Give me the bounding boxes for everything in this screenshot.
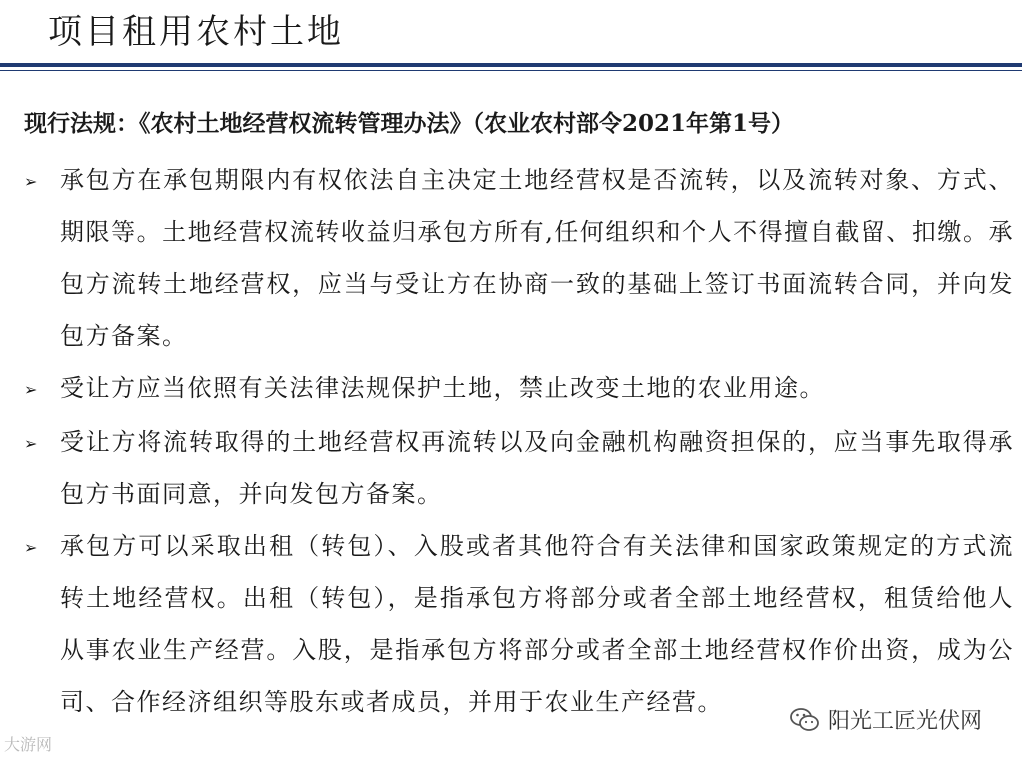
bullet-item [24,362,1014,416]
bullet-arrow-icon: ➢ [24,172,38,191]
bullet-text: 受让方将流转取得的土地经营权再流转以及向金融机构融资担保的，应当事先取得承包方书面同意，并向发包方备案。 [60,428,1014,508]
bullet-list [24,154,1014,728]
title-divider-thin [0,70,1022,71]
watermark-left [4,732,52,755]
watermark-left-text: 大游网 [4,735,53,754]
bullet-arrow-icon: ➢ [24,434,38,453]
watermark-right [790,704,982,735]
bullet-text: 承包方在承包期限内有权依法自主决定土地经营权是否流转，以及流转对象、方式、期限等。土地经营权流转收益归承包方所有,任何组织和个人不得擅自截留、扣缴。承包方流转土地经营权，应当与受让方在协商一致的基础上签订书面流转合同，并向发包方备案。 [60,166,1014,350]
title-divider-thick [0,63,1022,67]
bullet-item [24,154,1014,362]
bullet-item [24,416,1014,520]
wechat-icon [790,707,820,733]
bullet-text: 承包方可以采取出租（转包）、入股或者其他符合有关法律和国家政策规定的方式流转土地经营权。出租（转包），是指承包方将部分或者全部土地经营权，租赁给他人从事农业生产经营。入股，是指承包方将部分或者全部土地经营权作价出资，成为公司、合作经济组织等股东或者成员，并用于农业生产经营。 [60,532,1014,716]
bullet-text: 受让方应当依照有关法律法规保护土地，禁止改变土地的农业用途。 [60,374,825,402]
bullet-item [24,520,1014,728]
bullet-arrow-icon: ➢ [24,380,38,399]
law-reference: 现行法规：《农村土地经营权流转管理办法》（农业农村部令2021年第1号） [24,110,795,137]
page-title: 项目租用农村土地 [48,12,344,52]
watermark-right-text: 阳光工匠光伏网 [827,709,982,734]
bullet-arrow-icon: ➢ [24,538,38,557]
